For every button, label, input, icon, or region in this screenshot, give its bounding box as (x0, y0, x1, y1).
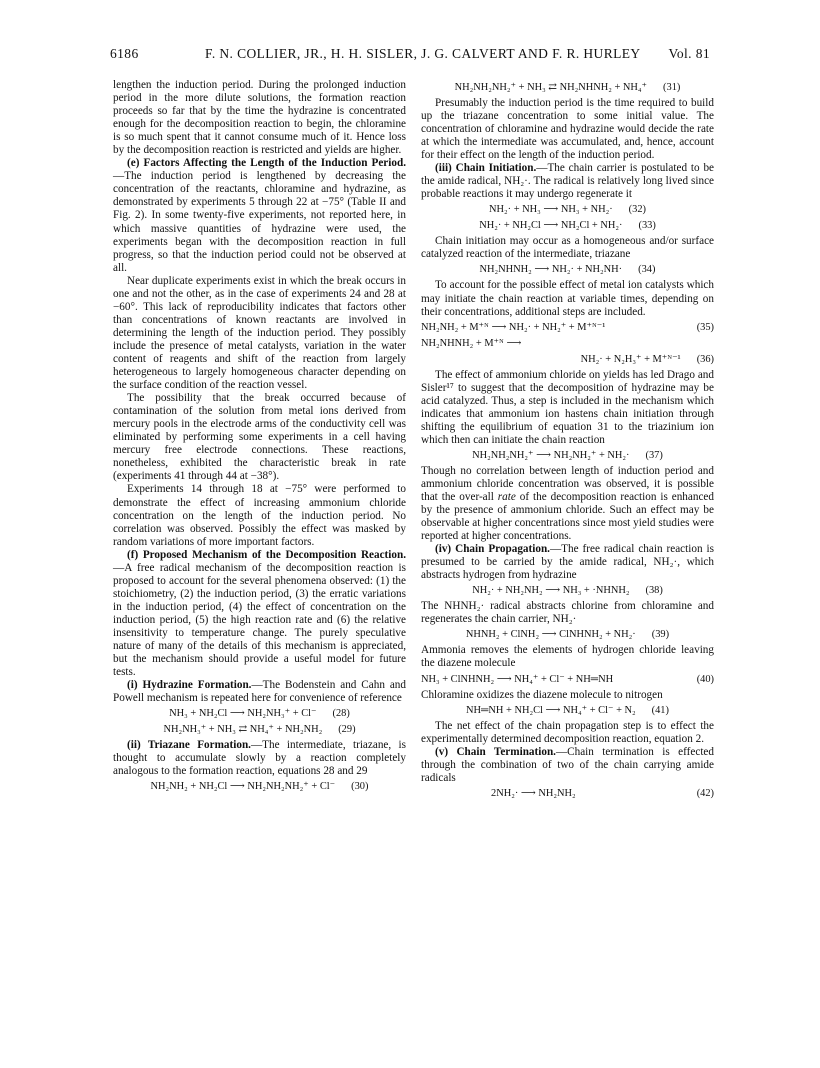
paragraph (421, 746, 714, 785)
running-header (110, 46, 710, 66)
paragraph: The effect of ammonium chloride on yields has led Drago and Sisler¹⁷ to suggest that the decomposition of hydrazine may be acid catalyzed. Thus, a step is included in the mechanism which indicates that ammonium ion hastens chain initiation through shifting the equilibrium of equation 31 to the triazinium ion which then can initiate the chain reaction (421, 368, 714, 446)
paragraph-text: —Chain termination is effected through the combination of two of the chain carrying amide radicals (421, 745, 714, 784)
paragraph (421, 162, 714, 201)
page-number: 6186 (110, 46, 139, 61)
volume-label: Vol. 81 (668, 46, 710, 61)
equation-31: NH₂NH₂NH₂⁺ + NH₃ ⇄ NH₂NHNH₂ + NH₄⁺ (31) (454, 82, 681, 93)
paragraph: Chain initiation may occur as a homogeneous and/or surface catalyzed reaction of the intermediate, triazane (421, 235, 714, 261)
equation-39: NHNH₂ + ClNH₂ ⟶ ClNHNH₂ + NH₂· (39) (465, 629, 670, 641)
section-heading: (e) Factors Affecting the Length of the Induction Period. (127, 157, 406, 170)
paragraph: Chloramine oxidizes the diazene molecule to nitrogen (421, 688, 663, 701)
equation-33: NH₂· + NH₂Cl ⟶ NH₂Cl + NH₂· (33) (479, 220, 656, 232)
equation-36-line-1: NH₂NHNH₂ + M⁺ᴺ ⟶ (421, 337, 522, 349)
section-heading: (f) Proposed Mechanism of the Decomposition Reaction. (127, 548, 406, 561)
paragraph-text: —The free radical chain reaction is presumed to be carried by the amide radical, NH₂·, which abstracts hydrogen from hydrazine (421, 543, 714, 582)
paragraph: Ammonia removes the elements of hydrogen chloride leaving the diazene molecule (421, 644, 714, 670)
paragraph (113, 549, 406, 679)
running-authors: F. N. COLLIER, JR., H. H. SISLER, J. G. CALVERT AND F. R. HURLEY (205, 46, 641, 61)
paragraph-text: —The intermediate, triazane, is thought to accumulate slowly by a reaction completely analogous to the formation reaction, equations 28 and 29 (113, 739, 406, 778)
equation-38: NH₂· + NH₂NH₂ ⟶ NH₃ + ·NHNH₂ (38) (472, 585, 663, 597)
paragraph (113, 679, 406, 705)
equation-41: NH═NH + NH₂Cl ⟶ NH₄⁺ + Cl⁻ + N₂ (41) (466, 704, 669, 716)
paragraph: lengthen the induction period. During the prolonged induction period in the more dilute solutions, the formation reaction proceeds so far that by the time the hydrazine is concentrated enough for the decomposition reaction to begin, the chloramine is so much spent that it cannot consume much of it. Hence loss by the decomposition reaction is restricted and yields are higher. (113, 79, 406, 157)
equation-42: 2NH₂· ⟶ NH₂NH₂ (42) (491, 787, 714, 799)
paragraph: The net effect of the chain propagation step is to effect the experimentally determined decomposition reaction, equation 2. (421, 719, 714, 745)
paragraph: To account for the possible effect of metal ion catalysts which may initiate the chain reaction at variable times, depending on their concentrations, additional steps are included. (421, 279, 714, 318)
equation-28: NH₃ + NH₂Cl ⟶ NH₂NH₃⁺ + Cl⁻ (28) (169, 708, 350, 720)
equation-29: NH₂NH₃⁺ + NH₃ ⇄ NH₄⁺ + NH₂NH₂ (29) (163, 724, 356, 736)
equation-35: NH₂NH₂ + M⁺ᴺ ⟶ NH₂· + NH₂⁺ + M⁺ᴺ⁻¹ (35) (421, 321, 714, 333)
paragraph-text: —The Bodenstein and Cahn and Powell mechanism is repeated here for convenience of reference (113, 679, 406, 705)
paragraph (113, 157, 406, 274)
equation-34: NH₂NHNH₂ ⟶ NH₂· + NH₂NH· (34) (479, 264, 656, 276)
paragraph (113, 739, 406, 778)
paragraph: Experiments 14 through 18 at −75° were performed to demonstrate the effect of increasing ammonium chloride concentration on the length of the induction period. No correlation was observed. Possibly the effect was masked by random variations of more important factors. (113, 483, 406, 548)
equation-36-line-2: NH₂· + N₂H₃⁺ + M⁺ᴺ⁻¹ (36) (580, 353, 714, 365)
equation-37: NH₂NH₂NH₂⁺ ⟶ NH₂NH₂⁺ + NH₂· (37) (472, 449, 663, 461)
equation-40: NH₃ + ClNHNH₂ ⟶ NH₄⁺ + Cl⁻ + NH═NH (40) (421, 673, 714, 685)
left-column (113, 79, 406, 796)
paragraph: Though no correlation between length of induction period and ammonium chloride concentration was observed, it is possible that the over-all rate of the decomposition reaction is enhanced by the presence of ammonium chloride. Such an effect may be observable at higher concentrations since most yield studies were reported at higher concentrations. (421, 464, 714, 543)
paragraph (421, 543, 714, 582)
paragraph-text: —The chain carrier is postulated to be the amide radical, NH₂·. The radical is relatively long lived since probable reactions it may undergo regenerate it (421, 162, 714, 201)
paragraph-text: —The induction period is lengthened by decreasing the concentration of the reactants, chloramine and hydrazine, as demonstrated by experiments 5 through 22 at −75° (Table II and Fig. 2). In some twenty-five experiments, not reported here, in which massive quantities of hydrazine were used, the experiments began with the decomposition reaction in full progress, so that the induction period could not be observed at all. (113, 170, 406, 274)
equation-30: NH₂NH₂ + NH₂Cl ⟶ NH₂NH₂NH₂⁺ + Cl⁻ (30) (150, 781, 369, 793)
paragraph: The NHNH₂· radical abstracts chlorine from chloramine and regenerates the chain carrier, NH₂· (421, 600, 714, 626)
equation-32: NH₂· + NH₃ ⟶ NH₃ + NH₂· (32) (489, 204, 646, 216)
section-heading: (iv) Chain Propagation. (435, 543, 550, 556)
paragraph: Presumably the induction period is the time required to build up the triazane concentration to some initial value. The concentration of chloramine and hydrazine would decide the rate at which the intermediate was accumulated, and, hence, account for their effect on the length of the induction period. (421, 97, 714, 162)
section-heading: (ii) Triazane Formation. (127, 739, 251, 752)
right-column (421, 79, 714, 803)
paragraph-text: —A free radical mechanism of the decomposition reaction is proposed to account for the several phenomena observed: (1) the stoichiometry, (2) the induction period, (3) the erratic variations in the induction period, (4) the effect of concentration on the induction period, (5) the high reaction rate and (6) the relative insensitivity to temperature change. The purely speculative nature of many of the details of this mechanism is appreciated, but the mechanism should provide a useful model for future tests. (113, 561, 406, 679)
section-heading: (v) Chain Termination. (435, 745, 556, 758)
emphasis: rate (497, 490, 516, 503)
section-heading: (i) Hydrazine Formation. (127, 679, 252, 692)
section-heading: (iii) Chain Initiation. (435, 162, 537, 175)
paragraph: Near duplicate experiments exist in which the break occurs in one and not the other, as in the case of experiments 24 and 28 at −60°. This lack of reproducibility indicates that factors other than concentrations of known reactants are involved in determining the length of the induction period. They possibly include the presence of metal catalysts, variation in the water content of reagents and shift of the reaction from largely heterogeneous to largely homogeneous character depending on the surface condition of the reaction vessel. (113, 274, 406, 392)
paragraph: The possibility that the break occurred because of contamination of the solution from metal ions derived from mercury pools in the electrode arms of the conductivity cell was eliminated by performing some experiments in a cell having mercury free electrode connections. These reactions, nonetheless, exhibited the characteristic break in rate (experiments 41 through 44 at −38°). (113, 392, 406, 483)
